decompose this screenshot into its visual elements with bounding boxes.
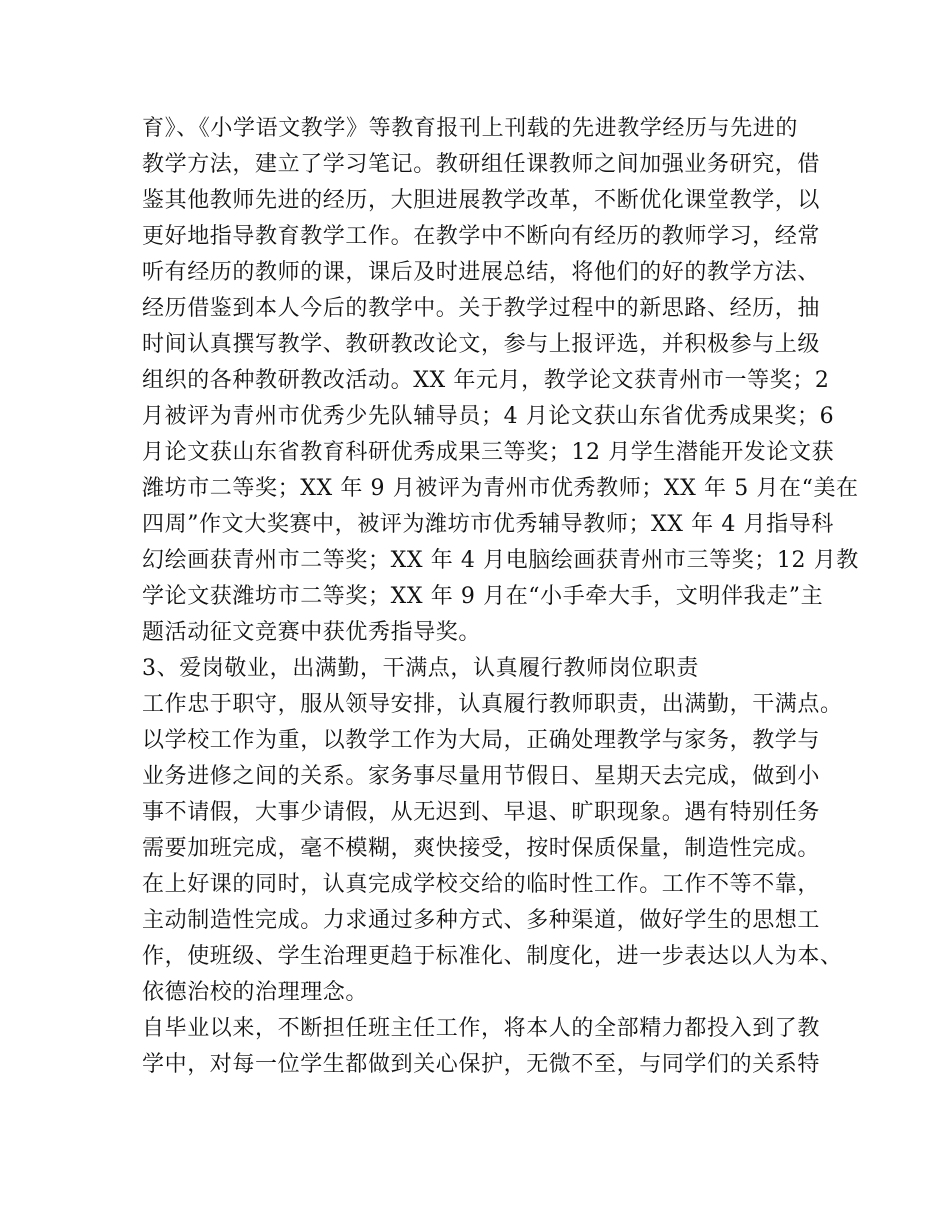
text-line: 题活动征文竞赛中获优秀指导奖。 — [142, 620, 482, 645]
text-line: 依德治校的治理理念。 — [142, 980, 369, 1005]
text-line: 月被评为青州市优秀少先队辅导员；4 月论文获山东省优秀成果奖；6 — [142, 404, 835, 429]
text-line: 组织的各种教研教改活动。XX 年元月，教学论文获青州市一等奖；2 — [142, 368, 830, 393]
text-line: 潍坊市二等奖；XX 年 9 月被评为青州市优秀教师；XX 年 5 月在“美在 — [142, 476, 859, 501]
section-heading: 3、爱岗敬业，出满勤，干满点，认真履行教师岗位职责 — [142, 656, 699, 681]
text-line: 育》、《小学语文教学》等教育报刊上刊载的先进教学经历与先进的 — [142, 116, 799, 141]
text-line: 学中，对每一位学生都做到关心保护，无微不至，与同学们的关系特 — [142, 1052, 821, 1077]
text-line: 月论文获山东省教育科研优秀成果三等奖；12 月学生潜能开发论文获 — [142, 440, 835, 465]
text-line: 教学方法，建立了学习笔记。教研组任课教师之间加强业务研究，借 — [142, 152, 821, 177]
text-line: 在上好课的同时，认真完成学校交给的临时性工作。工作不等不靠， — [142, 872, 821, 897]
text-line: 事不请假，大事少请假，从无迟到、早退、旷职现象。遇有特别任务 — [142, 800, 821, 825]
text-line: 鉴其他教师先进的经历，大胆进展教学改革，不断优化课堂教学，以 — [142, 188, 821, 213]
text-line: 更好地指导教育教学工作。在教学中不断向有经历的教师学习，经常 — [142, 224, 821, 249]
text-line: 经历借鉴到本人今后的教学中。关于教学过程中的新思路、经历，抽 — [142, 296, 821, 321]
text-line: 听有经历的教师的课，课后及时进展总结，将他们的好的教学方法、 — [142, 260, 821, 285]
text-line: 需要加班完成，毫不模糊，爽快接受，按时保质保量，制造性完成。 — [142, 836, 821, 861]
text-line: 幻绘画获青州市二等奖；XX 年 4 月电脑绘画获青州市三等奖；12 月教 — [142, 548, 859, 573]
text-line: 时间认真撰写教学、教研教改论文，参与上报评选，并积极参与上级 — [142, 332, 821, 357]
text-line: 以学校工作为重，以教学工作为大局，正确处理教学与家务，教学与 — [142, 728, 821, 753]
text-line: 主动制造性完成。力求通过多种方式、多种渠道，做好学生的思想工 — [142, 908, 821, 933]
text-line: 工作忠于职守，服从领导安排，认真履行教师职责，出满勤，干满点。 — [142, 692, 843, 717]
text-line: 自毕业以来，不断担任班主任工作，将本人的全部精力都投入到了教 — [142, 1016, 821, 1041]
text-line: 四周”作文大奖赛中，被评为潍坊市优秀辅导教师；XX 年 4 月指导科 — [142, 512, 834, 537]
text-line: 学论文获潍坊市二等奖；XX 年 9 月在“小手牵大手，文明伴我走”主 — [142, 584, 824, 609]
text-line: 作，使班级、学生治理更趋于标准化、制度化，进一步表达以人为本、 — [142, 944, 843, 969]
text-line: 业务进修之间的关系。家务事尽量用节假日、星期天去完成，做到小 — [142, 764, 821, 789]
